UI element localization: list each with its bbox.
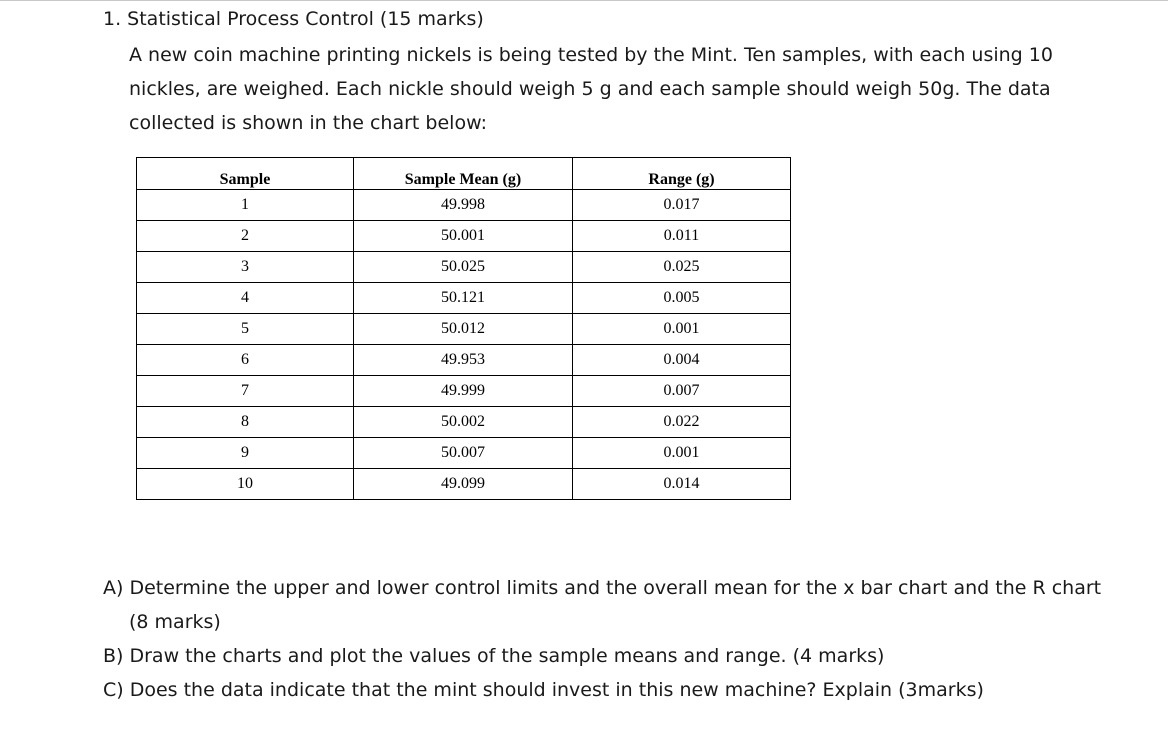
header-range: Range (g): [573, 158, 791, 190]
top-divider: [0, 0, 1168, 1]
question-b: B) Draw the charts and plot the values of the sample means and range. (4 marks): [103, 645, 885, 667]
cell-sample-mean: 49.099: [354, 469, 573, 500]
cell-range: 0.017: [573, 190, 791, 221]
cell-sample-mean: 49.953: [354, 345, 573, 376]
cell-range: 0.004: [573, 345, 791, 376]
cell-sample-mean: 49.999: [354, 376, 573, 407]
intro-line: A new coin machine printing nickels is being tested by the Mint. Ten samples, with each using 10: [129, 44, 1053, 66]
table-row: [137, 283, 791, 314]
cell-sample: 5: [137, 314, 354, 345]
cell-range: 0.014: [573, 469, 791, 500]
cell-sample-mean: 50.002: [354, 407, 573, 438]
table-row: [137, 221, 791, 252]
table-row: [137, 190, 791, 221]
cell-range: 0.007: [573, 376, 791, 407]
cell-range: 0.001: [573, 314, 791, 345]
cell-sample-mean: 50.007: [354, 438, 573, 469]
cell-sample: 3: [137, 252, 354, 283]
table-row: [137, 407, 791, 438]
cell-range: 0.005: [573, 283, 791, 314]
cell-sample-mean: 50.025: [354, 252, 573, 283]
table-row: [137, 345, 791, 376]
cell-sample: 9: [137, 438, 354, 469]
cell-sample-mean: 50.001: [354, 221, 573, 252]
question-c: C) Does the data indicate that the mint should invest in this new machine? Explain (3marks): [103, 679, 984, 701]
cell-range: 0.025: [573, 252, 791, 283]
sample-data-table: [136, 157, 791, 500]
cell-sample: 6: [137, 345, 354, 376]
intro-line: nickles, are weighed. Each nickle should weigh 5 g and each sample should weigh 50g. The data: [129, 78, 1051, 100]
question-list: [103, 571, 1101, 707]
cell-range: 0.001: [573, 438, 791, 469]
table-row: [137, 314, 791, 345]
header-sample-mean: Sample Mean (g): [354, 158, 573, 190]
cell-sample-mean: 50.012: [354, 314, 573, 345]
table-header-row: [137, 158, 791, 190]
cell-range: 0.011: [573, 221, 791, 252]
table-row: [137, 469, 791, 500]
cell-sample: 7: [137, 376, 354, 407]
intro-paragraph: [129, 38, 1053, 140]
intro-line: collected is shown in the chart below:: [129, 112, 487, 134]
cell-range: 0.022: [573, 407, 791, 438]
cell-sample: 8: [137, 407, 354, 438]
cell-sample-mean: 49.998: [354, 190, 573, 221]
cell-sample: 1: [137, 190, 354, 221]
question-a: A) Determine the upper and lower control limits and the overall mean for the x bar chart and the R chart: [103, 577, 1102, 599]
table-row: [137, 438, 791, 469]
question-heading: 1. Statistical Process Control (15 marks): [103, 8, 484, 30]
header-sample: Sample: [137, 158, 354, 190]
cell-sample: 4: [137, 283, 354, 314]
cell-sample: 2: [137, 221, 354, 252]
table-row: [137, 252, 791, 283]
table-row: [137, 376, 791, 407]
cell-sample-mean: 50.121: [354, 283, 573, 314]
cell-sample: 10: [137, 469, 354, 500]
question-a-marks: (8 marks): [129, 611, 221, 633]
